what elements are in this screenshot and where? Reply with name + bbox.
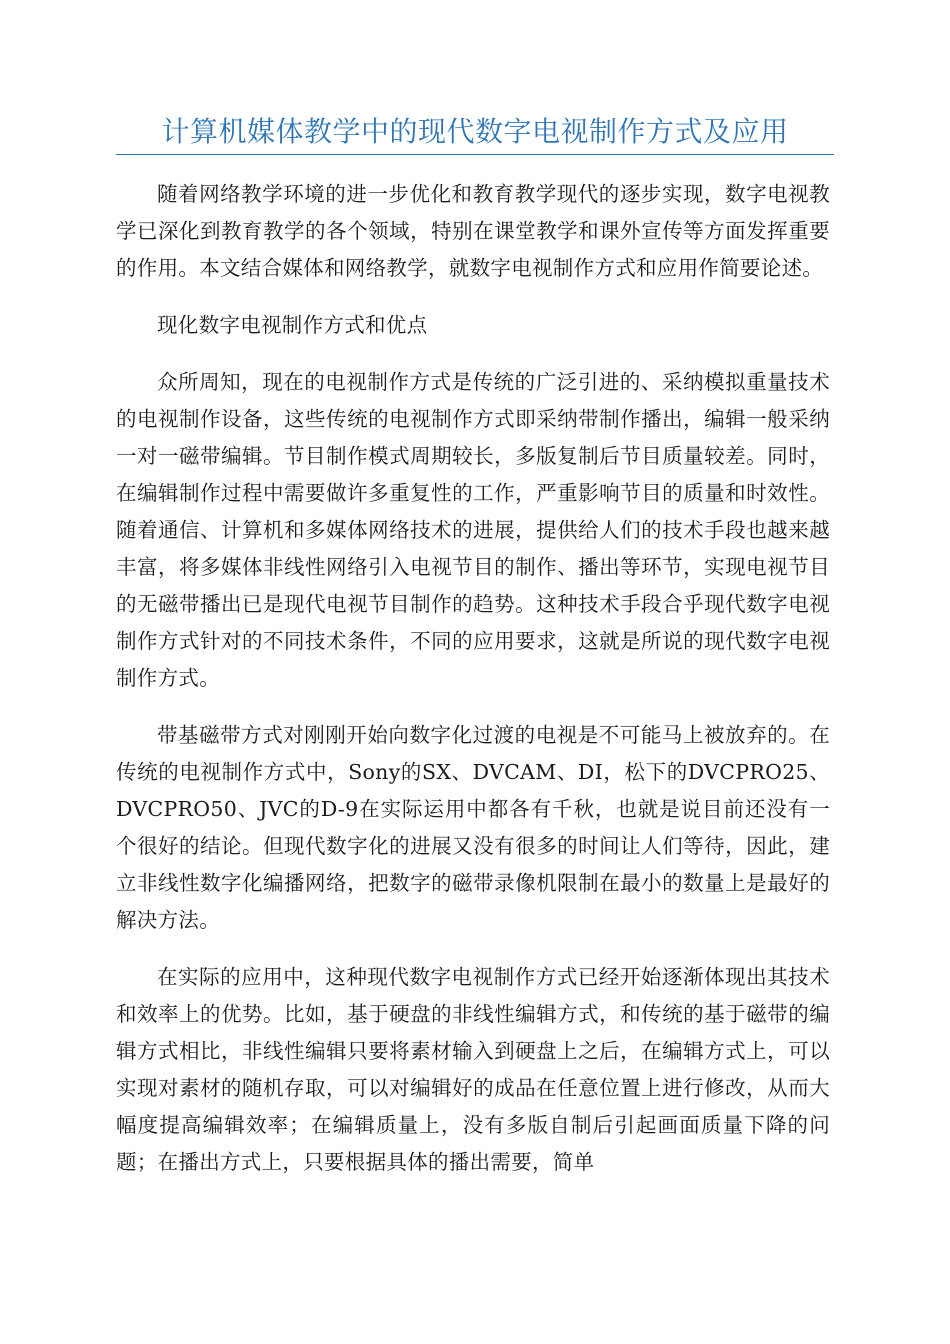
paragraph-tape-formats: 带基磁带方式对刚刚开始向数字化过渡的电视是不可能马上被放弃的。在传统的电视制作方式中，Sony的SX、DVCAM、DI，松下的DVCPRO25、DVCPRO50、JVC的D-9在实际运用中都各有千秋，也就是说目前还没有一个很好的结论。但现代数字化的进展又没有很多的时间让人们等待，因此，建立非线性数字化编播网络，把数字的磁带录像机限制在最小的数量上是最好的解决方法。	[116, 723, 830, 932]
paragraph-intro: 随着网络教学环境的进一步优化和教育教学现代的逐步实现，数字电视教学已深化到教育教学的各个领域，特别在课堂教学和课外宣传等方面发挥重要的作用。本文结合媒体和网络教学，就数字电视制作方式和应用作简要论述。	[116, 182, 830, 280]
document-title: 计算机媒体教学中的现代数字电视制作方式及应用	[161, 115, 789, 148]
document-body	[116, 176, 830, 1201]
paragraph-nonlinear-editing: 在实际的应用中，这种现代数字电视制作方式已经开始逐渐体现出其技术和效率上的优势。比如，基于硬盘的非线性编辑方式，和传统的基于磁带的编辑方式相比，非线性编辑只要将素材输入到硬盘上之后，在编辑方式上，可以实现对素材的随机存取，可以对编辑好的成品在任意位置上进行修改，从而大幅度提高编辑效率；在编辑质量上，没有多版自制后引起画面质量下降的问题；在播出方式上，只要根据具体的播出需要，简单	[116, 965, 830, 1174]
section-heading: 现化数字电视制作方式和优点	[157, 313, 428, 337]
paragraph-traditional-production: 众所周知，现在的电视制作方式是传统的广泛引进的、采纳模拟重量技术的电视制作设备，这些传统的电视制作方式即采纳带制作播出，编辑一般采纳一对一磁带编辑。节目制作模式周期较长，多版复制后节目质量较差。同时，在编辑制作过程中需要做许多重复性的工作，严重影响节目的质量和时效性。随着通信、计算机和多媒体网络技术的进展，提供给人们的技术手段也越来越丰富，将多媒体非线性网络引入电视节目的制作、播出等环节，实现电视节目的无磁带播出已是现代电视节目制作的趋势。这种技术手段合乎现代数字电视制作方式针对的不同技术条件，不同的应用要求，这就是所说的现代数字电视制作方式。	[116, 370, 830, 690]
title-underline	[116, 154, 834, 155]
